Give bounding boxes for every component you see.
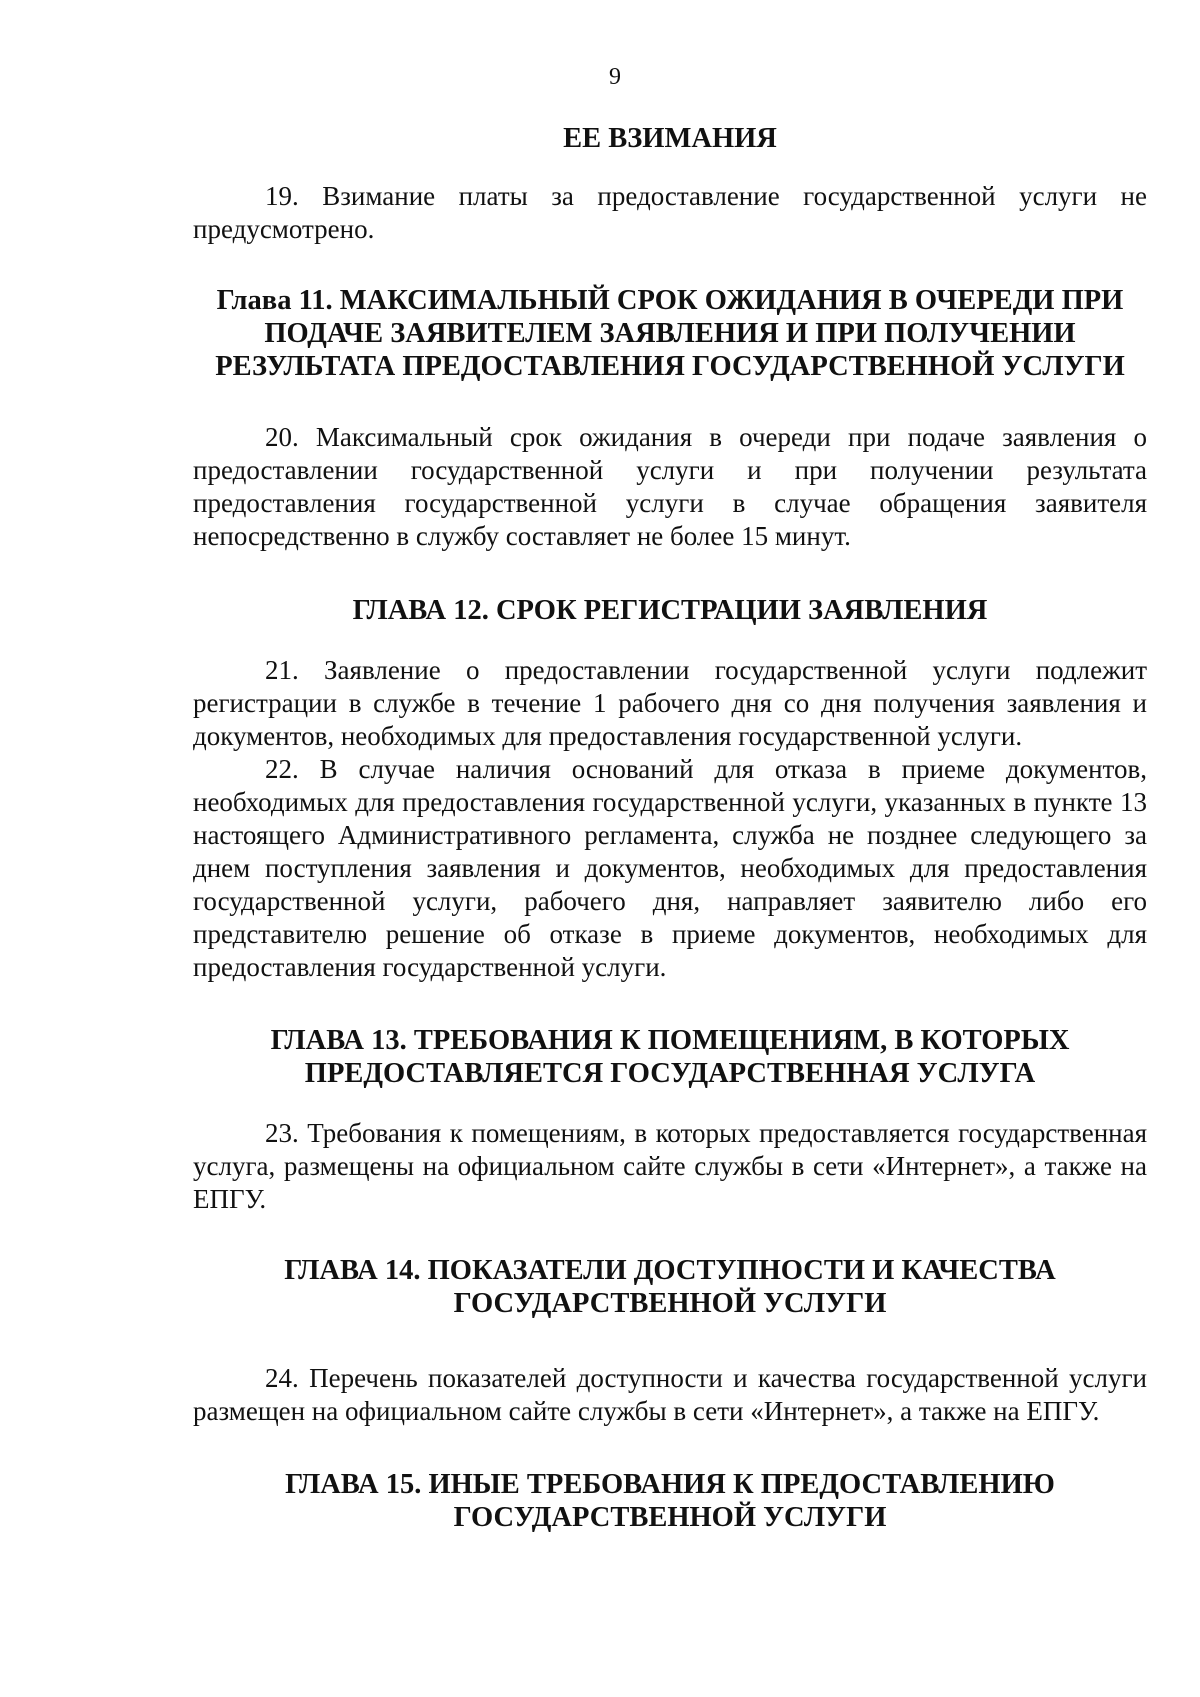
chapter-13-heading: ГЛАВА 13. ТРЕБОВАНИЯ К ПОМЕЩЕНИЯМ, В КОТОРЫХ ПРЕДОСТАВЛЯЕТСЯ ГОСУДАРСТВЕННАЯ УСЛУГА [270,1025,1070,1089]
paragraph-24: 24. Перечень показателей доступности и качества государственной услуги размещен на официальном сайте службы в сети «Интернет», а также на ЕПГУ. [193,1363,1147,1426]
section-heading-fee-collection: ЕЕ ВЗИМАНИЯ [563,123,777,154]
chapter-12-heading: ГЛАВА 12. СРОК РЕГИСТРАЦИИ ЗАЯВЛЕНИЯ [352,595,988,626]
document-body [193,122,1147,1534]
page-number: 9 [609,64,621,90]
paragraph-22: 22. В случае наличия оснований для отказа в приеме документов, необходимых для предоставления государственной услуги, указанных в пункте 13 настоящего Административного регламента, служба не позднее следующего за днем поступления заявления и документов, необходимых для предоставления государственной услуги, рабочего дня, направляет заявителю либо его представителю решение об отказе в приеме документов, необходимых для предоставления государственной услуги. [193,754,1147,982]
paragraph-23: 23. Требования к помещениям, в которых предоставляется государственная услуга, размещены на официальном сайте службы в сети «Интернет», а также на ЕПГУ. [193,1118,1147,1214]
chapter-14-heading: ГЛАВА 14. ПОКАЗАТЕЛИ ДОСТУПНОСТИ И КАЧЕСТВА ГОСУДАРСТВЕННОЙ УСЛУГИ [284,1255,1056,1319]
chapter-11-heading: Глава 11. МАКСИМАЛЬНЫЙ СРОК ОЖИДАНИЯ В ОЧЕРЕДИ ПРИ ПОДАЧЕ ЗАЯВИТЕЛЕМ ЗАЯВЛЕНИЯ И ПРИ ПОЛУЧЕНИИ РЕЗУЛЬТАТА ПРЕДОСТАВЛЕНИЯ ГОСУДАРСТВЕННОЙ УСЛУГИ [215,285,1125,382]
paragraph-20: 20. Максимальный срок ожидания в очереди при подаче заявления о предоставлении государственной услуги и при получении результата предоставления государственной услуги в случае обращения заявителя непосредственно в службу составляет не более 15 минут. [193,422,1147,551]
chapter-15-heading: ГЛАВА 15. ИНЫЕ ТРЕБОВАНИЯ К ПРЕДОСТАВЛЕНИЮ ГОСУДАРСТВЕННОЙ УСЛУГИ [285,1469,1055,1533]
paragraph-21: 21. Заявление о предоставлении государственной услуги подлежит регистрации в службе в течение 1 рабочего дня со дня получения заявления и документов, необходимых для предоставления государственной услуги. [193,655,1147,751]
paragraph-19: 19. Взимание платы за предоставление государственной услуги не предусмотрено. [193,181,1147,244]
